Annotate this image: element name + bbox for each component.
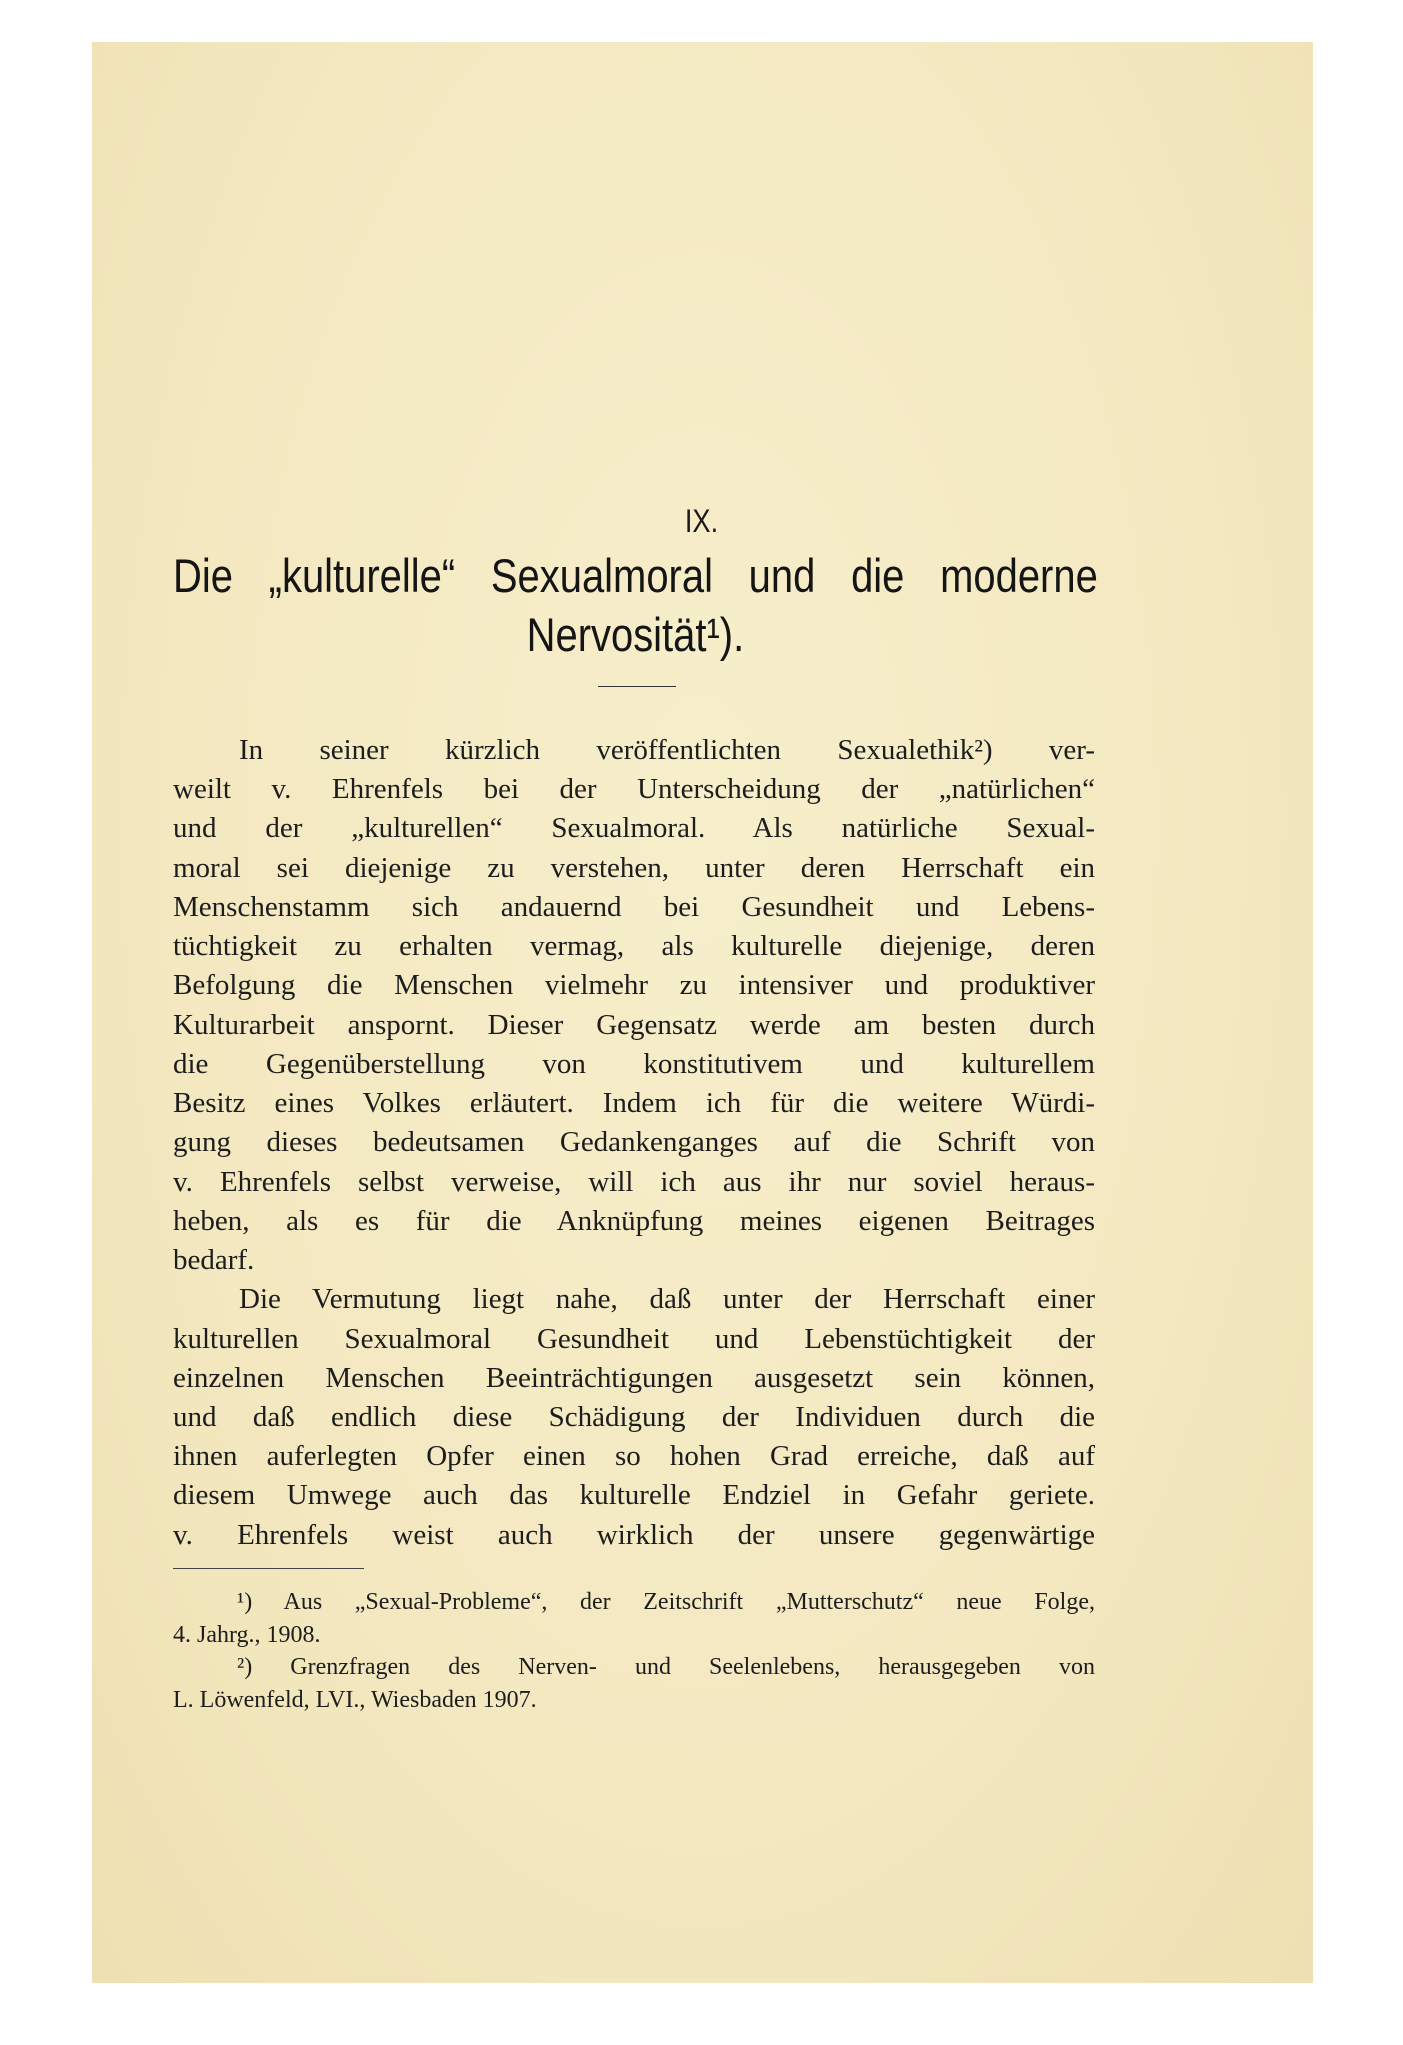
title-divider [598,686,676,687]
footnote-line: L. Löwenfeld, LVI., Wiesbaden 1907. [173,1686,537,1713]
footnote-line: 4. Jahrg., 1908. [173,1621,321,1648]
footnotes [173,1586,1095,1716]
text-line: kulturellen Sexualmoral Gesundheit und Lebenstüchtigkeit der [173,1322,1095,1355]
text-line: und der „kulturellen“ Sexualmoral. Als natürliche Sexual- [173,812,1095,845]
text-line: v. Ehrenfels weist auch wirklich der unsere gegenwärtige [173,1518,1095,1551]
footnote-divider [173,1568,364,1569]
text-line: Menschenstamm sich andauernd bei Gesundheit und Lebens- [173,890,1095,923]
text-line: bedarf. [173,1244,255,1277]
body-text [173,731,1095,1555]
text-line: einzelnen Menschen Beeinträchtigungen ausgesetzt sein können, [173,1361,1095,1394]
text-line: Kulturarbeit anspornt. Dieser Gegensatz werde am besten durch [173,1008,1095,1041]
text-line: heben, als es für die Anknüpfung meines eigenen Beitrages [173,1204,1095,1237]
text-line: tüchtigkeit zu erhalten vermag, als kulturelle diejenige, deren [173,930,1095,963]
text-line: v. Ehrenfels selbst verweise, will ich aus ihr nur soviel heraus- [173,1165,1095,1198]
text-line: gung dieses bedeutsamen Gedankenganges auf die Schrift von [173,1126,1095,1159]
text-line: moral sei diejenige zu verstehen, unter deren Herrschaft ein [173,851,1095,884]
text-line: diesem Umwege auch das kulturelle Endziel in Gefahr geriete. [173,1479,1095,1512]
footnote-line: ¹) Aus „Sexual-Probleme“, der Zeitschrift „Mutterschutz“ neue Folge, [237,1589,1095,1615]
text-line: die Gegenüberstellung von konstitutivem und kulturellem [173,1047,1095,1080]
text-line: In seiner kürzlich veröffentlichten Sexualethik²) ver- [239,734,1095,766]
text-line: ihnen auferlegten Opfer einen so hohen Grad erreiche, daß auf [173,1440,1095,1473]
text-line: Befolgung die Menschen vielmehr zu intensiver und produktiver [173,969,1095,1002]
text-line: und daß endlich diese Schädigung der Individuen durch die [173,1400,1095,1433]
chapter-number: IX. [684,503,719,539]
text-line: weilt v. Ehrenfels bei der Unterscheidung der „natürlichen“ [173,773,1095,806]
text-line: Die Vermutung liegt nahe, daß unter der Herrschaft einer [239,1283,1095,1316]
chapter-title-line-2: Nervosität¹). [526,608,745,661]
footnote-line: ²) Grenzfragen des Nerven- und Seelenlebens, herausgegeben von [237,1654,1095,1680]
text-line: Besitz eines Volkes erläutert. Indem ich für die weitere Würdi- [173,1087,1095,1120]
chapter-title-line-1: Die „kulturelle“ Sexualmoral und die moderne [173,549,1098,602]
